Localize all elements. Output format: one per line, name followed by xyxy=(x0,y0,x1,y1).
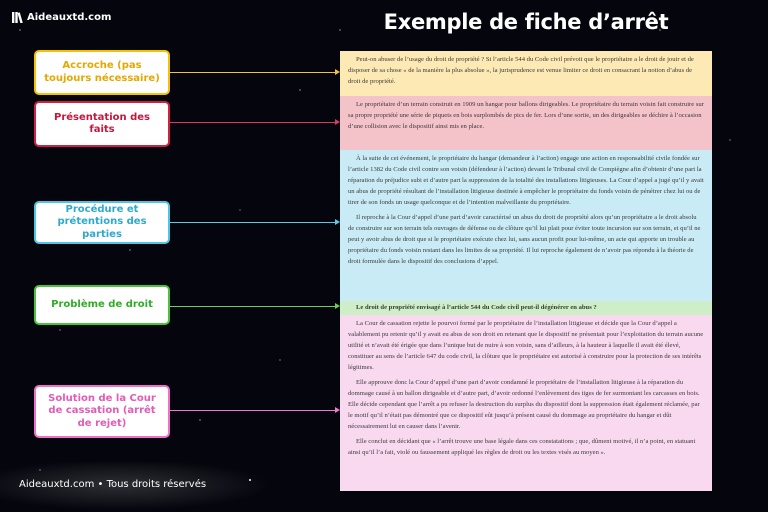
connector-arrow-probleme xyxy=(170,306,338,307)
section-accroche xyxy=(340,51,712,96)
footer-glow xyxy=(0,462,310,512)
label-probleme: Problème de droit xyxy=(34,285,170,325)
solution-paragraph-1: La Cour de cassation rejette le pourvoi formé par le propriétaire de l’installation litigieuse et décide que la Cour d’appel a valablement pu retenir qu’il y avait eu abus de son droit en retenant que le dispositif ne présentait pour l’exploitation du terrain aucune utilité et n’avait été érigée que dans l’unique but de nuire à son voisin, sans d’ailleurs, à la hauteur à laquelle il avait été élevé, constituer au sens de l’article 647 du code civil, la clôture que le propriétaire est autorisé à construire pour la protection de ses intérêts légitimes. xyxy=(348,320,704,371)
procedure-paragraph-1: À la suite de cet événement, le propriétaire du hangar (demandeur à l’action) engage une action en responsabilité civile fondée sur l’article 1382 du Code civil contre son voisin (défendeur à l’action) devant le Tribunal civil de Compiègne afin d’obtenir d’une part la réparation du préjudice subi et d’autre part la suppression de la totalité des installations litigieuses. La Cour d’appel a jugé qu’il y avait un abus de propriété résultant de l’installation litigieuse destinée à empêcher le propriétaire du fonds voisin de pénétrer chez lui ou de tirer de son fonds un usage quelconque et de l’intention malveillante du propriétaire. xyxy=(348,155,704,206)
page-title: Exemple de fiche d’arrêt xyxy=(383,10,669,34)
label-procedure: Procédure et prétentions des parties xyxy=(34,201,170,244)
solution-paragraph-3: Elle conclut en décidant que « l’arrêt trouve une base légale dans ces constatations ; que, dûment motivé, il n’a point, en statuant ainsi qu’il l’a fait, violé ou faussement appliqué les règles de droit ou les textes visés au moyen ». xyxy=(348,438,696,456)
connector-arrow-solution xyxy=(170,410,338,411)
section-solution xyxy=(340,315,712,491)
faits-paragraph: Le propriétaire d’un terrain construit en 1909 un hangar pour ballons dirigeables. Le propriétaire du terrain voisin fait construire sur sa propre propriété une série de piquets en bois surplombés de pics de fer. Lors d’une sortie, un des dirigeables se déchire à l’occasion d’une collision avec le dispositif ainsi mis en place. xyxy=(348,101,704,130)
probleme-text: Le droit de propriété envisagé à l’article 544 du Code civil peut-il dégénérer en abus ? xyxy=(356,304,597,311)
connector-arrow-faits xyxy=(170,122,338,123)
section-faits xyxy=(340,96,712,150)
brand-logo[interactable] xyxy=(12,12,111,23)
section-procedure xyxy=(340,150,712,301)
connector-arrow-accroche xyxy=(170,72,338,73)
brand-name: Aideauxtd.com xyxy=(27,12,112,23)
accroche-paragraph: Peut-on abuser de l’usage du droit de propriété ? Si l’article 544 du Code civil prévoit que le propriétaire a le droit de jouir et de disposer de sa chose « de la manière la plus absolue », la jurisprudence est venue limiter ce droit en consacrant la notion d’abus de droit de propriété. xyxy=(348,56,694,85)
label-accroche: Accroche (pas toujours nécessaire) xyxy=(34,50,170,95)
footer-copyright: Aideauxtd.com • Tous droits réservés xyxy=(19,479,207,490)
label-faits: Présentation des faits xyxy=(34,101,170,147)
solution-paragraph-2: Elle approuve donc la Cour d’appel d’une part d’avoir condamné le propriétaire de l’installation litigieuse à la réparation du dommage causé à un ballon dirigeable et d’autre part, d’avoir ordonné l’enlèvement des tiges de fer surmontant les carcasses en bois. Elle décide cependant que l’arrêt a pu refuser la destruction du surplus du dispositif dont la suppression était également réclamée, par le motif qu’il n’était pas démontré que ce dispositif eût jusqu’à présent causé du dommage au propriétaire du hangar et dût nécessairement lui en causer dans l’avenir. xyxy=(348,379,700,430)
section-probleme xyxy=(340,301,712,315)
label-solution: Solution de la Cour de cassation (arrêt de rejet) xyxy=(34,385,170,438)
procedure-paragraph-2: Il reproche à la Cour d’appel d’une part d’avoir caractérisé un abus du droit de propriété alors qu’un propriétaire a le droit absolu de construire sur son terrain tels ouvrages de défense ou de clôture qu’il lui plait pour éviter toute incursion sur son terrain, et qu’il ne peut y avoir abus de droit que si le propriétaire exécute chez lui, sans aucun profit pour lui-même, un acte qui apporte un trouble au propriétaire du fonds voisin restant dans les limites de sa propriété. Il lui reproche également de n’avoir pas répondu à la théorie de droit formulée dans le dispositif des conclusions d’appel. xyxy=(348,214,701,265)
connector-arrow-procedure xyxy=(170,222,338,223)
books-icon xyxy=(12,12,24,23)
